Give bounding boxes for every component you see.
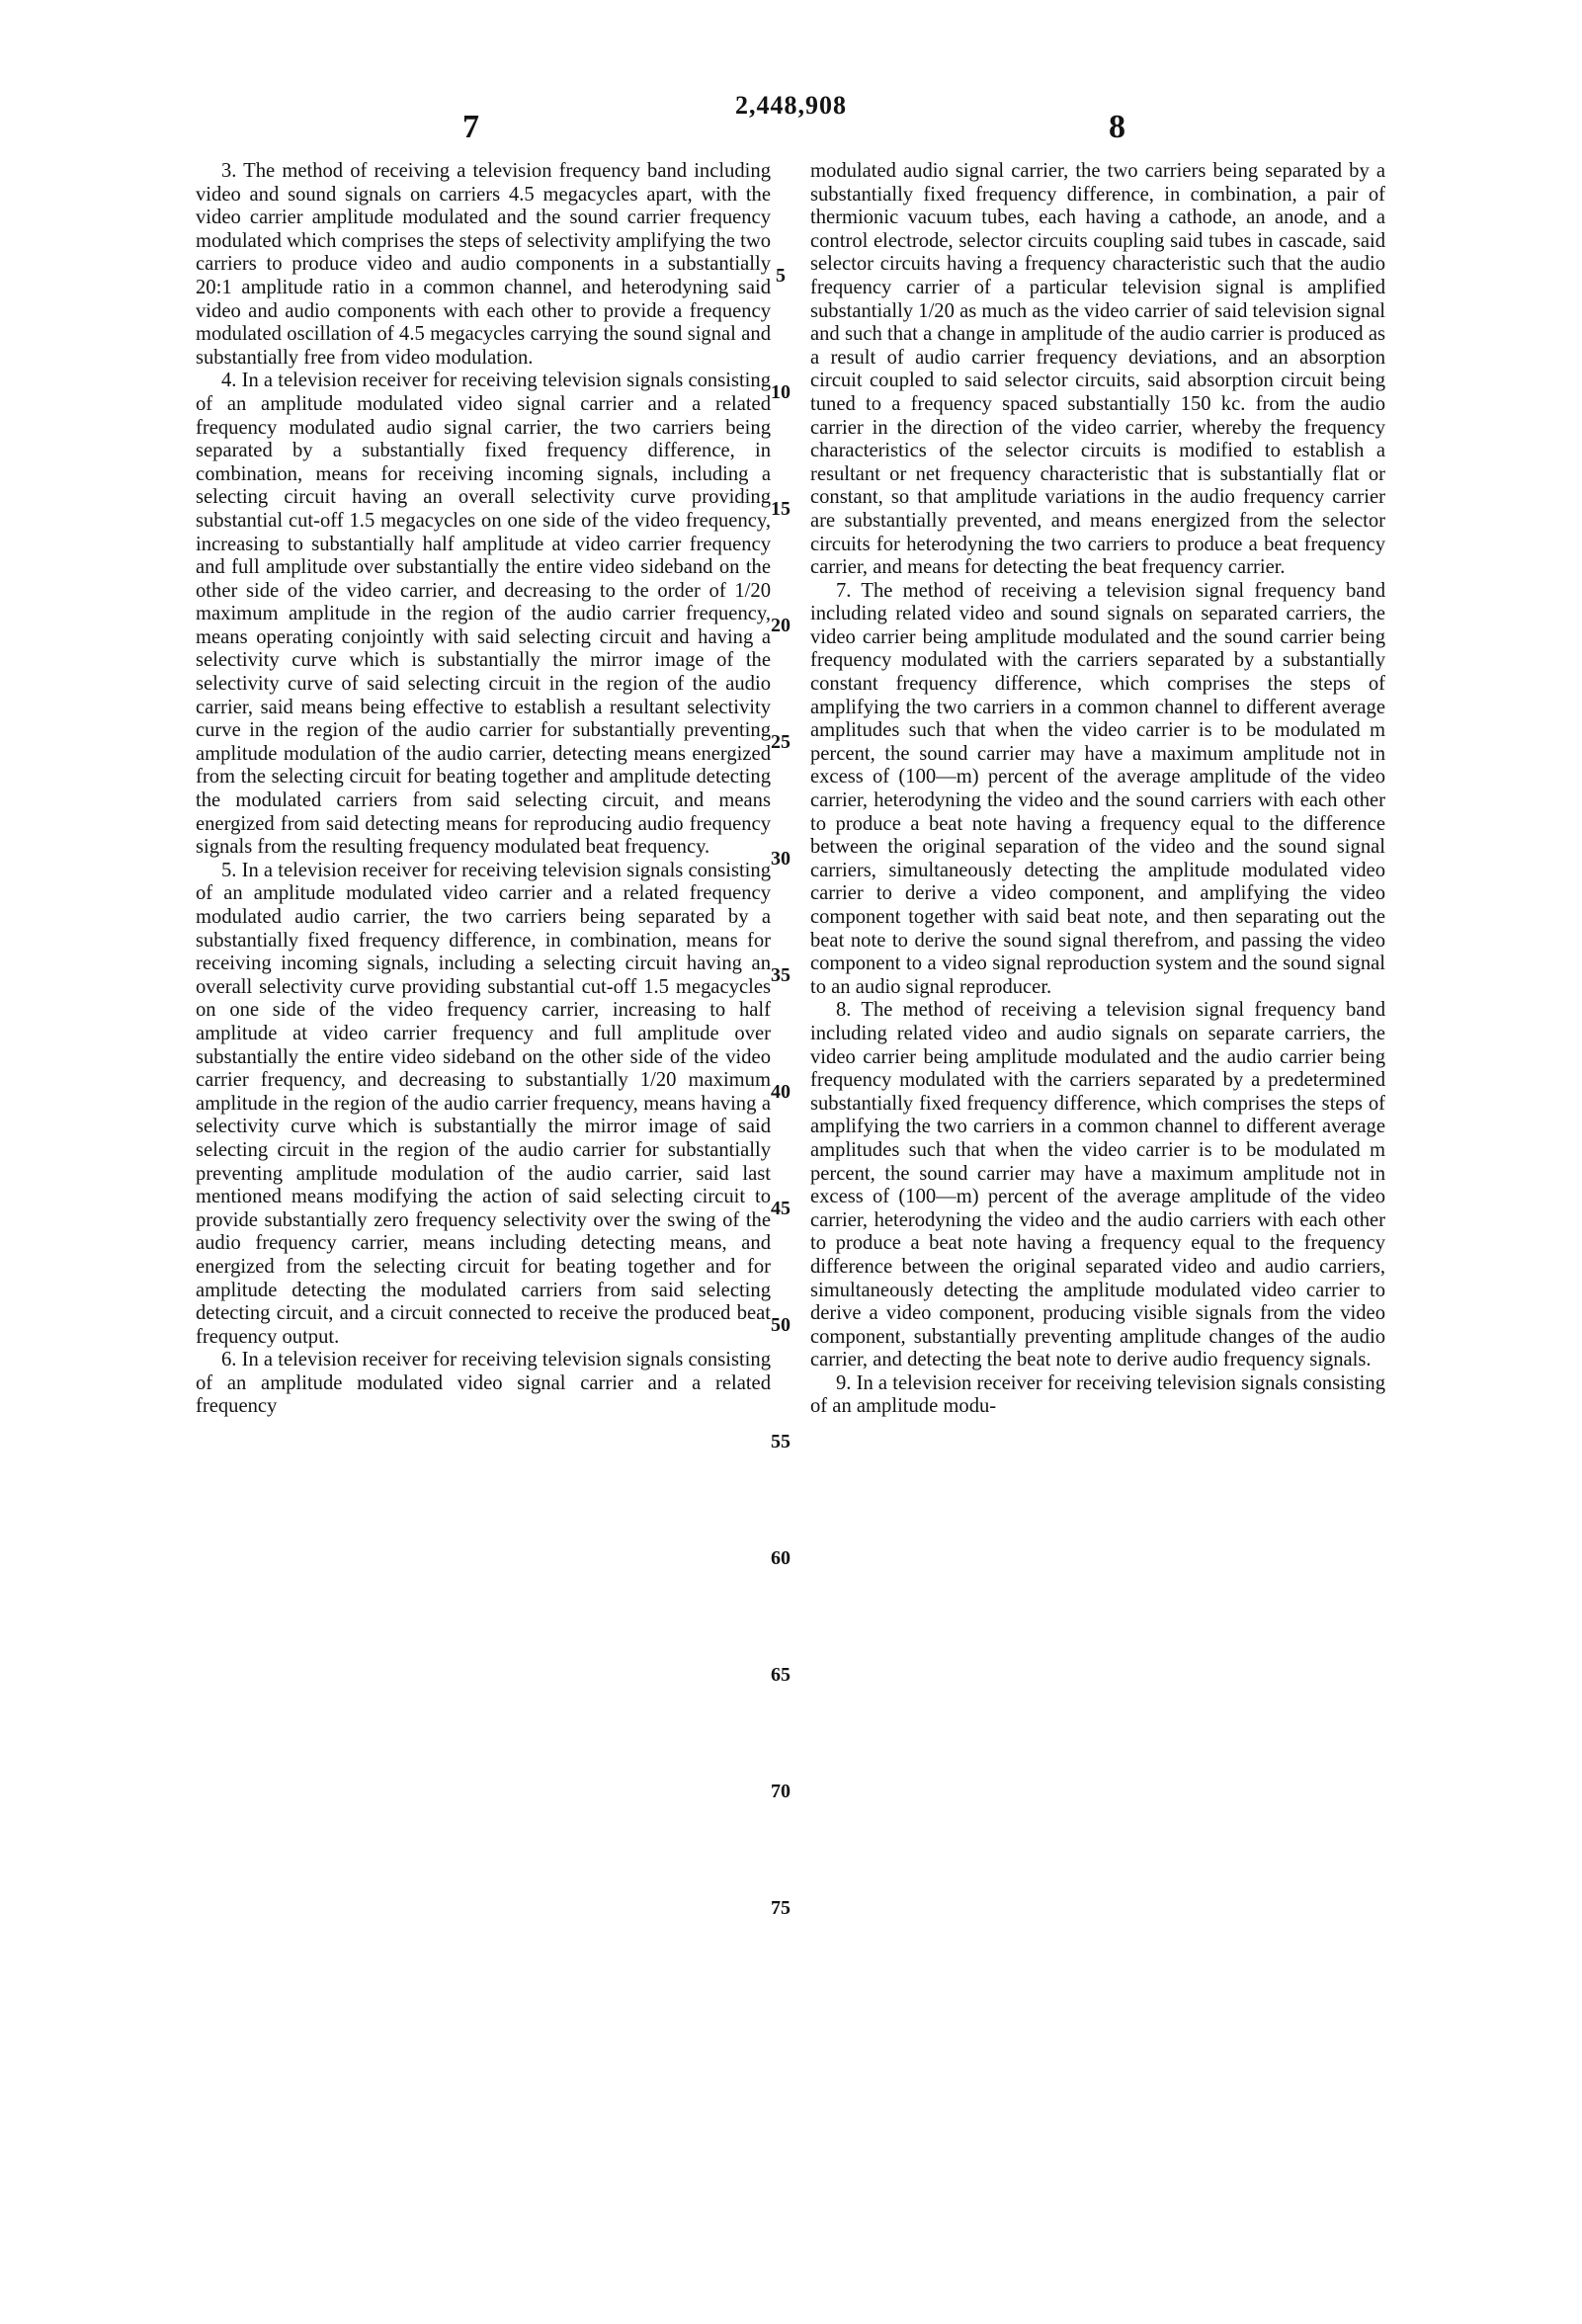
line-number: 60 <box>771 1547 791 1569</box>
line-number: 35 <box>771 964 791 986</box>
left-text-column <box>196 160 771 1419</box>
right-text-column <box>810 160 1385 1419</box>
line-number: 75 <box>771 1897 791 1919</box>
claim-4-paragraph: 4. In a television receiver for receiving television signals consisting of an amplitude modulated video signal carrier and a related frequency modulated audio signal carrier, the two carriers being separated by a substantially fixed frequency difference, in combination, means for receiving incoming signals, including a selecting circuit having an overall selectivity curve providing substantial cut-off 1.5 megacycles on one side of the video frequency, increasing to substantially half amplitude at video carrier frequency and full amplitude over substantially the entire video sideband on the other side of the video carrier, and decreasing to the order of 1/20 maximum amplitude in the region of the audio carrier frequency, means operating conjointly with said selecting circuit and having a selectivity curve which is substantially the mirror image of the selectivity curve of said selecting circuit in the region of the audio carrier, said means being effective to establish a resultant selectivity curve in the region of the audio carrier for substantially preventing amplitude modulation of the audio carrier, detecting means energized from the selecting circuit for beating together and amplitude detecting the modulated carriers from said selecting circuit, and means energized from said detecting means for reproducing audio frequency signals from the resulting frequency modulated beat frequency. <box>196 370 771 859</box>
claim-9-paragraph: 9. In a television receiver for receiving television signals consisting of an amplitude modu- <box>810 1371 1385 1418</box>
line-number: 30 <box>771 848 791 870</box>
claim-6-continuation-paragraph: modulated audio signal carrier, the two carriers being separated by a substantially fixed frequency difference, in combination, a pair of thermionic vacuum tubes, each having a cathode, an anode, and a control electrode, selector circuits coupling said tubes in cascade, said selector circuits having a frequency characteristic such that the audio frequency carrier of a particular television signal is amplified substantially 1/20 as much as the video carrier of said television signal and such that a change in amplitude of the audio carrier is produced as a result of audio carrier frequency deviations, and an absorption circuit coupled to said selector circuits, said absorption circuit being tuned to a frequency spaced substantially 150 kc. from the audio carrier in the direction of the video carrier, whereby the frequency characteristics of the selector circuits is modified to establish a resultant or net frequency characteristic that is substantially flat or constant, so that amplitude variations in the audio frequency carrier are substantially prevented, and means energized from the selector circuits for heterodyning the two carriers to produce a beat frequency carrier, and means for detecting the beat frequency carrier. <box>810 160 1385 579</box>
left-column-number: 7 <box>462 109 479 145</box>
line-number: 20 <box>771 615 791 636</box>
claim-6-paragraph: 6. In a television receiver for receiving television signals consisting of an amplitude modulated video signal carrier and a related frequency <box>196 1349 771 1418</box>
line-number: 40 <box>771 1081 791 1103</box>
line-number: 15 <box>771 498 791 520</box>
line-number: 55 <box>771 1431 791 1452</box>
line-number: 65 <box>771 1664 791 1686</box>
right-column-number: 8 <box>1109 109 1125 145</box>
claim-5-paragraph: 5. In a television receiver for receiving television signals consisting of an amplitude modulated video carrier and a related frequency modulated audio carrier, the two carriers being separated by a substantially fixed frequency difference, in combination, means for receiving incoming signals, including a selecting circuit having an overall selectivity curve providing substantial cut-off 1.5 megacycles on one side of the video frequency carrier, increasing to half amplitude at video carrier frequency and full amplitude over substantially the entire video sideband on the other side of the video carrier frequency, and decreasing to substantially 1/20 maximum amplitude in the region of the audio carrier frequency, means having a selectivity curve which is substantially the mirror image of said selecting circuit in the region of the audio carrier for substantially preventing amplitude modulation of the audio carrier, said last mentioned means modifying the action of said selecting circuit to provide substantially zero frequency selectivity over the swing of the audio frequency carrier, means including detecting means, and energized from the selecting circuit for beating together and for amplitude detecting the modulated carriers from said selecting detecting circuit, and a circuit connected to receive the produced beat frequency output. <box>196 859 771 1348</box>
claim-7-paragraph: 7. The method of receiving a television signal frequency band including related video and sound signals on separated carriers, the video carrier being amplitude modulated and the sound carrier being frequency modulated with the carriers separated by a substantially constant frequency difference, which comprises the steps of amplifying the two carriers in a common channel to different average amplitudes such that when the video carrier is to be modulated m percent, the sound carrier may have a maximum amplitude not in excess of (100—m) percent of the average amplitude of the video carrier, heterodyning the video and the sound carriers with each other to produce a beat note having a frequency equal to the difference between the original separation of the video and the sound signal carriers, simultaneously detecting the amplitude modulated video carrier to derive a video component, and amplifying the video component together with said beat note, and then separating out the beat note to derive the sound signal therefrom, and passing the video component to a video signal reproduction system and the sound signal to an audio signal reproducer. <box>810 579 1385 998</box>
line-number: 5 <box>776 265 786 287</box>
patent-number: 2,448,908 <box>735 91 847 120</box>
line-number: 25 <box>771 731 791 753</box>
line-number: 10 <box>771 381 791 403</box>
claim-8-paragraph: 8. The method of receiving a television signal frequency band including related video and audio signals on separate carriers, the video carrier being amplitude modulated and the audio carrier being frequency modulated with the carriers separated by a predetermined substantially fixed frequency difference, which comprises the steps of amplifying the two carriers in a common channel to different average amplitudes such that when the video carrier is to be modulated m percent, the sound carrier may have a maximum amplitude not in excess of (100—m) percent of the average amplitude of the video carrier, heterodyning the video and the audio carriers with each other to produce a beat note having a frequency equal to the frequency difference between the original separated video and audio carriers, simultaneously detecting the amplitude modulated video carrier to derive a video component, producing visible signals from the video component, substantially preventing amplitude changes of the audio carrier, and detecting the beat note to derive audio frequency signals. <box>810 999 1385 1371</box>
claim-3-paragraph: 3. The method of receiving a television frequency band including video and sound signals on carriers 4.5 megacycles apart, with the video carrier amplitude modulated and the sound carrier frequency modulated which comprises the steps of selectivity amplifying the two carriers to produce video and audio components in a substantially 20:1 amplitude ratio in a common channel, and heterodyning said video and audio components with each other to provide a frequency modulated oscillation of 4.5 megacycles carrying the sound signal and substantially free from video modulation. <box>196 160 771 369</box>
line-number: 50 <box>771 1314 791 1336</box>
line-number: 45 <box>771 1198 791 1219</box>
line-number: 70 <box>771 1781 791 1802</box>
